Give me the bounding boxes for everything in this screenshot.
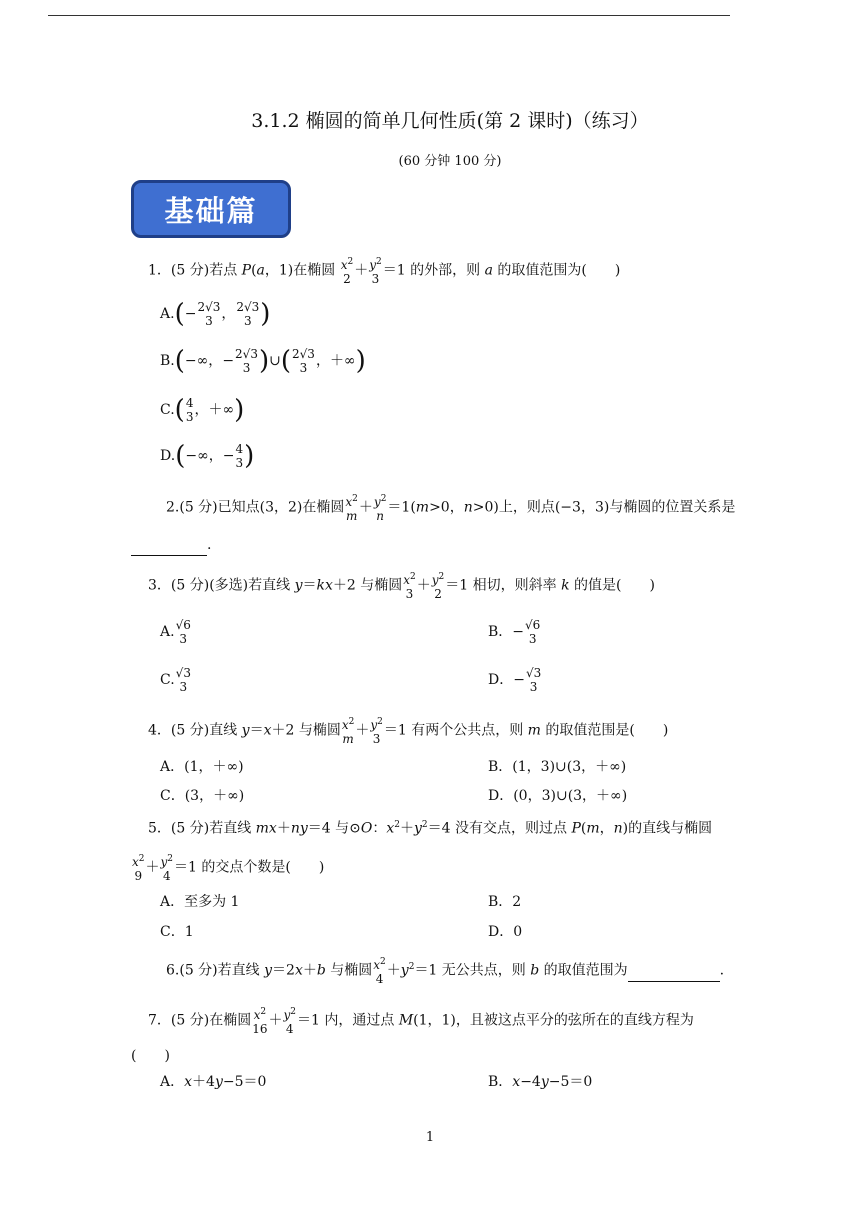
q7-option-b[interactable]: B．x−4y−5＝0 xyxy=(488,1074,593,1090)
q4-option-d[interactable]: D．(0，3)∪(3，＋∞) xyxy=(488,788,628,804)
question-2-answer-blank[interactable]: . xyxy=(131,535,211,556)
question-6-answer-blank[interactable] xyxy=(628,961,720,982)
question-5: 5．(5 分)若直线 mx＋ny＝4 与⊙O：$x^2+y^2=4$ 没有交点，则过点 P(m，n)的直线与椭圆 xyxy=(148,820,713,837)
q3-option-d[interactable]: D．− √3 3 xyxy=(488,666,542,694)
question-1: 1．(5 分)若点 P(a，1)在椭圆 $x^2$ 2 ＋ $y^2$ 3 ＝1 的外部，则 a 的取值范围为( ) xyxy=(148,257,621,286)
question-6: 6.(5 分)若直线 y＝2x＋b 与椭圆 $x^2$ 4 $+y^2=1$ 无公共点，则 b 的取值范围为 . xyxy=(166,957,725,986)
section-badge: 基础篇 xyxy=(131,180,291,238)
q1-option-b[interactable]: B.(−∞，− 2√3 3 )∪( 2√3 3 ，＋∞) xyxy=(160,346,366,376)
question-7: 7．(5 分)在椭圆 $x^2$ 16 ＋ $y^2$ 4 ＝1 内，通过点 M(1，1)，且被这点平分的弦所在的直线方程为 xyxy=(148,1007,694,1036)
question-2: 2.(5 分)已知点(3，2)在椭圆 $x^2$ m ＋ $y^2$ n ＝1(m>0，n>0)上，则点(−3，3)与椭圆的位置关系是 xyxy=(166,494,736,523)
q4-option-b[interactable]: B．(1，3)∪(3，＋∞) xyxy=(488,759,627,775)
q7-option-a[interactable]: A．x＋4y−5＝0 xyxy=(160,1074,267,1090)
header-rule xyxy=(48,15,730,16)
page-number: 1 xyxy=(425,1130,435,1145)
question-7-continued: ( ) xyxy=(131,1048,170,1064)
q5-option-d[interactable]: D．0 xyxy=(488,924,523,940)
q4-option-c[interactable]: C．(3，＋∞) xyxy=(160,788,245,804)
question-4: 4．(5 分)直线 y＝x＋2 与椭圆 $x^2$ m ＋ $y^2$ 3 ＝1 有两个公共点，则 m 的取值范围是( ) xyxy=(148,717,669,746)
q1-option-d[interactable]: D.(−∞，− 4 3 ) xyxy=(160,441,255,471)
question-3: 3．(5 分)(多选)若直线 y＝kx＋2 与椭圆 $x^2$ 3 ＋ $y^2$ 2 ＝1 相切，则斜率 k 的值是( ) xyxy=(148,572,655,601)
q3-option-b[interactable]: B．− √6 3 xyxy=(488,618,541,646)
q3-option-c[interactable]: C. √3 3 xyxy=(160,666,191,694)
q1-option-c[interactable]: C.( 4 3 ，＋∞) xyxy=(160,395,245,425)
page-title: 3.1.2 椭圆的简单几何性质(第 2 课时)（练习） xyxy=(251,110,649,132)
q5-option-c[interactable]: C．1 xyxy=(160,924,194,940)
q4-option-a[interactable]: A．(1，＋∞) xyxy=(160,759,244,775)
q5-option-a[interactable]: A．至多为 1 xyxy=(160,894,240,910)
question-5-continued: $x^2$ 9 ＋ $y^2$ 4 ＝1 的交点个数是( ) xyxy=(132,854,325,883)
q1-option-a[interactable]: A.(− 2√3 3 ， 2√3 3 ) xyxy=(160,299,271,329)
q5-option-b[interactable]: B．2 xyxy=(488,894,522,910)
q3-option-a[interactable]: A. √6 3 xyxy=(160,618,191,646)
page-subtitle: (60 分钟 100 分) xyxy=(398,154,502,169)
